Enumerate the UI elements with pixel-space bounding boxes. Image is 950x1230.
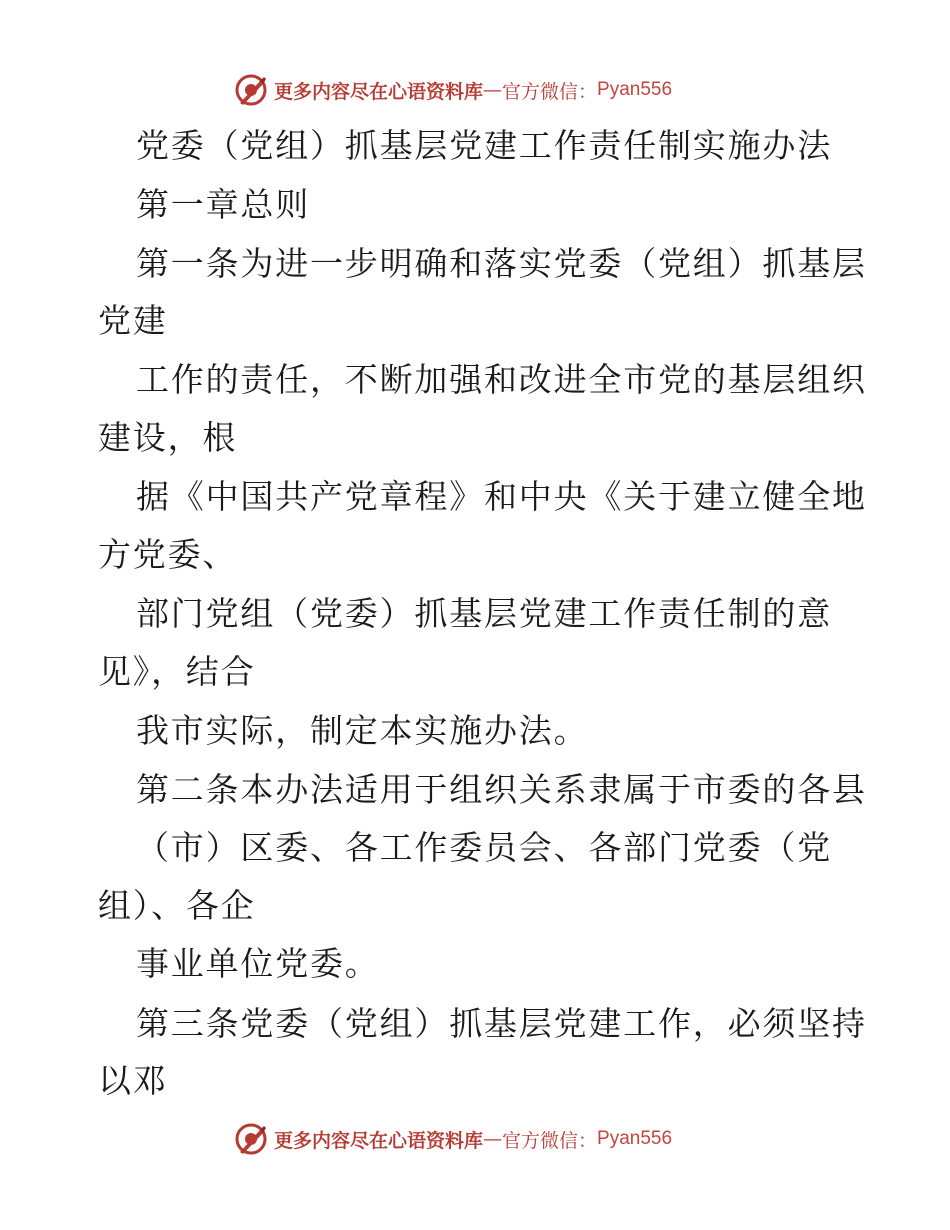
text-line: 据《中国共产党章程》和中央《关于建立健全地 xyxy=(136,477,867,516)
text-line: 第三条党委（党组）抓基层党建工作，必须坚持 xyxy=(136,1004,867,1043)
banner-wechat-id: Pyan556 xyxy=(597,1128,673,1149)
text-line: 我市实际，制定本实施办法。 xyxy=(136,711,589,750)
text-line: 部门党组（党委）抓基层党建工作责任制的意 xyxy=(136,594,832,633)
text-line: 党建 xyxy=(98,301,168,340)
text-line: 第二条本办法适用于组织关系隶属于市委的各县 xyxy=(136,770,867,809)
text-line: 见》，结合 xyxy=(98,652,256,691)
text-line: 建设，根 xyxy=(98,418,238,457)
text-line: 方党委、 xyxy=(98,535,238,574)
banner-dash: — xyxy=(483,1128,503,1150)
text-line: 以邓 xyxy=(98,1061,168,1100)
banner-wechat-id: Pyan556 xyxy=(597,79,673,100)
text-line: 组）、各企 xyxy=(98,886,256,925)
text-line: 工作的责任，不断加强和改进全市党的基层组织 xyxy=(136,360,867,399)
banner-title: 更多内容尽在心语资料库 xyxy=(274,1129,484,1152)
text-line: 第一条为进一步明确和落实党委（党组）抓基层 xyxy=(136,244,867,283)
footer-banner xyxy=(234,1121,672,1157)
banner-title: 更多内容尽在心语资料库 xyxy=(274,80,484,103)
pen-logo-icon xyxy=(234,1122,268,1156)
document-title: 党委（党组）抓基层党建工作责任制实施办法 xyxy=(136,126,832,165)
banner-dash: — xyxy=(483,79,503,101)
text-line: （市）区委、各工作委员会、各部门党委（党 xyxy=(136,828,832,867)
banner-wechat-label: 官方微信： xyxy=(502,1129,598,1152)
chapter-heading: 第一章总则 xyxy=(136,185,310,224)
banner-wechat-label: 官方微信： xyxy=(502,80,598,103)
text-line: 事业单位党委。 xyxy=(136,944,380,983)
